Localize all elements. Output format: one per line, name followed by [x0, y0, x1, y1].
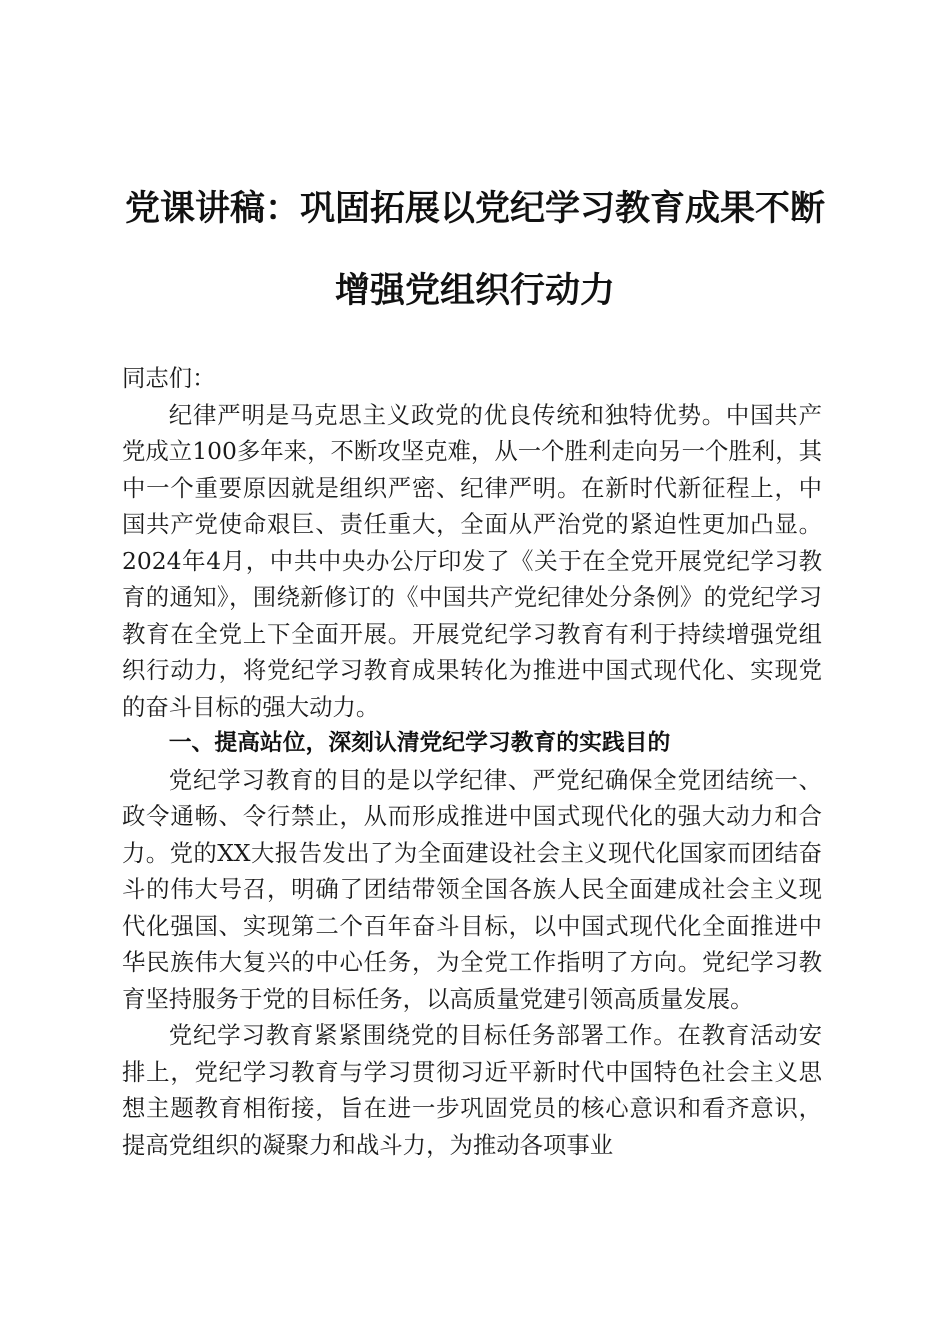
paragraph: 党纪学习教育紧紧围绕党的目标任务部署工作。在教育活动安排上，党纪学习教育与学习贯彻习近平新时代中国特色社会主义思想主题教育相衔接，旨在进一步巩固党员的核心意识和看齐意识，提高党组织的凝聚力和战斗力，为推动各项事业 [122, 1021, 822, 1159]
salutation: 同志们： [122, 364, 216, 392]
paragraph-intro: 纪律严明是马克思主义政党的优良传统和独特优势。中国共产党成立100多年来，不断攻坚克难，从一个胜利走向另一个胜利，其中一个重要原因就是组织严密、纪律严明。在新时代新征程上，中国共产党使命艰巨、责任重大，全面从严治党的紧迫性更加凸显。2024年4月，中共中央办公厅印发了《关于在全党开展党纪学习教育的通知》，围绕新修订的《中国共产党纪律处分条例》的党纪学习教育在全党上下全面开展。开展党纪学习教育有利于持续增强党组织行动力，将党纪学习教育成果转化为推进中国式现代化、实现党的奋斗目标的强大动力。 [122, 400, 822, 721]
document-title [110, 168, 840, 332]
document-body [122, 360, 822, 1163]
section-heading: 一、提高站位，深刻认清党纪学习教育的实践目的 [168, 730, 671, 756]
title-line-1: 党课讲稿：巩固拓展以党纪学习教育成果不断 [124, 188, 825, 229]
title-line-2: 增强党组织行动力 [334, 270, 615, 311]
paragraph: 党纪学习教育的目的是以学纪律、严党纪确保全党团结统一、政令通畅、令行禁止，从而形成推进中国式现代化的强大动力和合力。党的XX大报告发出了为全面建设社会主义现代化国家而团结奋斗的伟大号召，明确了团结带领全国各族人民全面建成社会主义现代化强国、实现第二个百年奋斗目标，以中国式现代化全面推进中华民族伟大复兴的中心任务，为全党工作指明了方向。党纪学习教育坚持服务于党的目标任务，以高质量党建引领高质量发展。 [122, 765, 822, 1013]
